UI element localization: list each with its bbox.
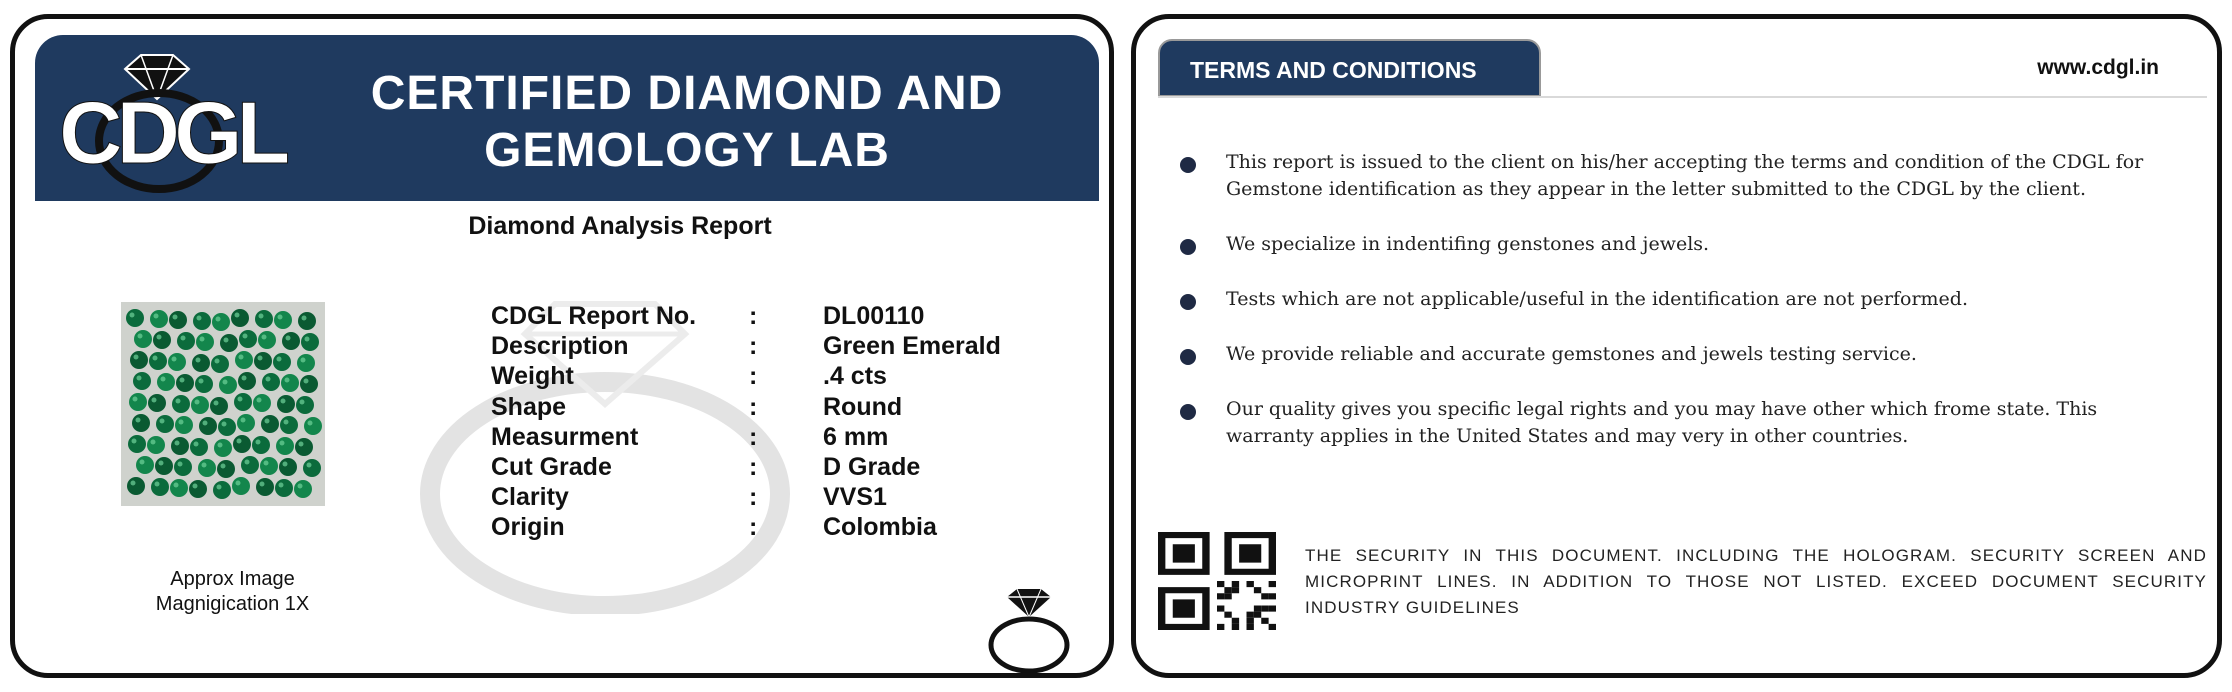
detail-label: Clarity: [491, 483, 569, 512]
emerald-stone: [126, 309, 144, 327]
emerald-highlight: [284, 420, 289, 425]
emerald-stone: [211, 355, 229, 373]
emerald-highlight: [301, 358, 306, 363]
detail-label: Weight: [491, 362, 574, 391]
qr-module: [1232, 587, 1239, 593]
emerald-stone: [279, 458, 297, 476]
emerald-highlight: [202, 463, 207, 468]
emerald-stone: [256, 478, 274, 496]
emerald-highlight: [161, 377, 166, 382]
emerald-stone: [169, 311, 187, 329]
qr-module: [1269, 581, 1276, 587]
emerald-highlight: [215, 359, 220, 364]
emerald-highlight: [217, 485, 222, 490]
report-header: [35, 35, 1099, 201]
emerald-stone: [134, 330, 152, 348]
emerald-stone: [258, 331, 276, 349]
terms-item-text: Tests which are not applicable/useful in the identification are not performed.: [1226, 288, 1968, 310]
emerald-highlight: [260, 482, 265, 487]
emerald-stone: [241, 456, 259, 474]
detail-separator: :: [749, 302, 758, 330]
emerald-stone: [235, 351, 253, 369]
emerald-highlight: [236, 481, 241, 486]
cdgl-logo: [55, 41, 295, 201]
emerald-stone: [153, 331, 171, 349]
emerald-stones-image: [121, 302, 325, 506]
emerald-highlight: [175, 441, 180, 446]
terms-item: [1180, 341, 2180, 368]
emerald-highlight: [286, 336, 291, 341]
emerald-highlight: [203, 421, 208, 426]
emerald-highlight: [245, 460, 250, 465]
detail-separator: :: [749, 483, 758, 512]
emerald-stone: [168, 353, 186, 371]
report-subtitle: Diamond Analysis Report: [468, 212, 772, 240]
emerald-stone: [297, 354, 315, 372]
emerald-highlight: [136, 418, 141, 423]
emerald-highlight: [194, 442, 199, 447]
emerald-highlight: [193, 484, 198, 489]
emerald-highlight: [264, 461, 269, 466]
qr-module: [1217, 624, 1224, 630]
emerald-stone: [219, 376, 237, 394]
emerald-highlight: [159, 461, 164, 466]
emerald-stone: [260, 457, 278, 475]
emerald-highlight: [152, 398, 157, 403]
qr-module: [1217, 606, 1224, 612]
emerald-stone: [238, 372, 256, 390]
emerald-stone: [177, 332, 195, 350]
emerald-highlight: [160, 419, 165, 424]
emerald-stone: [273, 353, 291, 371]
emerald-stone: [276, 437, 294, 455]
emerald-stone: [151, 478, 169, 496]
emerald-highlight: [223, 380, 228, 385]
emerald-stone: [220, 334, 238, 352]
report-card-front: [10, 14, 1114, 678]
emerald-stone: [254, 352, 272, 370]
emerald-highlight: [239, 355, 244, 360]
emerald-stone: [234, 393, 252, 411]
emerald-highlight: [285, 378, 290, 383]
caption-line-2: Magnigication 1X: [155, 593, 310, 615]
emerald-highlight: [157, 335, 162, 340]
detail-label: CDGL Report No.: [491, 302, 697, 330]
terms-tab-title: TERMS AND CONDITIONS: [1190, 57, 1477, 83]
terms-tab: [1158, 39, 1541, 97]
terms-item: [1180, 396, 2180, 450]
detail-label: Description: [491, 332, 629, 361]
emerald-stone: [171, 437, 189, 455]
emerald-stone: [296, 396, 314, 414]
emerald-stone: [274, 311, 292, 329]
qr-module: [1232, 624, 1239, 630]
emerald-stone: [213, 481, 231, 499]
diamond-ring-icon: [985, 587, 1073, 675]
qr-module: [1224, 612, 1231, 618]
emerald-highlight: [258, 356, 263, 361]
emerald-stone: [304, 417, 322, 435]
emerald-highlight: [243, 334, 248, 339]
qr-module: [1232, 618, 1239, 624]
qr-module: [1254, 612, 1261, 618]
emerald-highlight: [280, 441, 285, 446]
emerald-highlight: [199, 379, 204, 384]
emerald-highlight: [130, 313, 135, 318]
emerald-stone: [190, 438, 208, 456]
emerald-highlight: [300, 400, 305, 405]
qr-module: [1224, 587, 1231, 593]
emerald-highlight: [299, 442, 304, 447]
emerald-highlight: [305, 337, 310, 342]
emerald-highlight: [181, 336, 186, 341]
emerald-stone: [199, 417, 217, 435]
emerald-highlight: [132, 439, 137, 444]
emerald-highlight: [134, 355, 139, 360]
detail-value: 6 mm: [823, 422, 889, 451]
emerald-stone: [149, 352, 167, 370]
emerald-highlight: [140, 460, 145, 465]
emerald-stone: [262, 373, 280, 391]
detail-value: D Grade: [823, 452, 921, 481]
emerald-highlight: [307, 463, 312, 468]
emerald-stone: [195, 375, 213, 393]
emerald-highlight: [151, 440, 156, 445]
detail-value: .4 cts: [823, 362, 887, 391]
emerald-stone: [193, 312, 211, 330]
detail-label: Shape: [491, 392, 567, 421]
qr-module: [1269, 593, 1276, 599]
qr-module: [1261, 593, 1268, 599]
emerald-highlight: [241, 418, 246, 423]
emerald-stone: [198, 459, 216, 477]
qr-module: [1247, 624, 1254, 630]
emerald-stone: [303, 459, 321, 477]
emerald-highlight: [172, 357, 177, 362]
website-url[interactable]: www.cdgl.in: [2037, 56, 2159, 79]
emerald-highlight: [222, 422, 227, 427]
qr-module: [1269, 606, 1276, 612]
detail-value: DL00110: [823, 302, 925, 330]
emerald-highlight: [195, 400, 200, 405]
emerald-highlight: [278, 315, 283, 320]
emerald-stone: [233, 435, 251, 453]
detail-label: Measurment: [491, 422, 639, 451]
terms-item: [1180, 286, 2180, 313]
emerald-stone: [176, 374, 194, 392]
detail-separator: :: [749, 332, 758, 361]
detail-value: VVS1: [823, 483, 887, 512]
emerald-stone: [148, 394, 166, 412]
emerald-stone: [253, 394, 271, 412]
emerald-stone: [232, 477, 250, 495]
emerald-highlight: [221, 464, 226, 469]
emerald-highlight: [304, 379, 309, 384]
bullet-icon: [1180, 239, 1196, 255]
bullet-icon: [1180, 404, 1196, 420]
detail-separator: :: [749, 422, 758, 451]
terms-list: [1180, 149, 2180, 450]
emerald-stone: [191, 396, 209, 414]
emerald-highlight: [277, 357, 282, 362]
emerald-highlight: [298, 484, 303, 489]
emerald-stone: [133, 372, 151, 390]
caption-line-1: Approx Image: [170, 568, 295, 590]
emerald-stone: [295, 438, 313, 456]
emerald-gemstones-photo: [121, 302, 325, 506]
emerald-highlight: [180, 378, 185, 383]
detail-separator: :: [749, 362, 758, 391]
emerald-stone: [156, 415, 174, 433]
qr-module: [1247, 618, 1254, 624]
qr-module: [1217, 593, 1224, 599]
detail-label: Origin: [491, 513, 565, 542]
emerald-highlight: [133, 397, 138, 402]
emerald-stone: [192, 354, 210, 372]
emerald-stone: [298, 312, 316, 330]
emerald-highlight: [266, 377, 271, 382]
emerald-stone: [217, 460, 235, 478]
emerald-stone: [175, 416, 193, 434]
emerald-stone: [210, 397, 228, 415]
detail-value: Green Emerald: [823, 332, 1001, 361]
emerald-highlight: [174, 483, 179, 488]
emerald-stone: [300, 375, 318, 393]
terms-item: [1180, 231, 2180, 258]
emerald-stone: [239, 330, 257, 348]
emerald-stone: [282, 332, 300, 350]
terms-item: [1180, 149, 2180, 203]
emerald-highlight: [197, 316, 202, 321]
lab-title: CERTIFIED DIAMOND AND GEMOLOGY LAB: [370, 67, 1004, 177]
emerald-highlight: [283, 462, 288, 467]
image-caption: [105, 567, 360, 617]
emerald-stone: [218, 418, 236, 436]
emerald-highlight: [214, 401, 219, 406]
emerald-stone: [172, 395, 190, 413]
emerald-stone: [157, 373, 175, 391]
qr-module: [1269, 624, 1276, 630]
qr-module: [1254, 606, 1261, 612]
qr-module: [1239, 544, 1261, 562]
emerald-stone: [281, 374, 299, 392]
emerald-highlight: [137, 376, 142, 381]
emerald-highlight: [200, 337, 205, 342]
bullet-icon: [1180, 294, 1196, 310]
emerald-stone: [280, 416, 298, 434]
emerald-highlight: [216, 317, 221, 322]
emerald-highlight: [237, 439, 242, 444]
emerald-highlight: [265, 419, 270, 424]
emerald-stone: [147, 436, 165, 454]
qr-module: [1261, 606, 1268, 612]
emerald-highlight: [138, 334, 143, 339]
emerald-stone: [127, 477, 145, 495]
emerald-highlight: [256, 440, 261, 445]
terms-item-text: We specialize in indentifing genstones and jewels.: [1226, 233, 1710, 255]
emerald-stone: [214, 439, 232, 457]
qr-module: [1232, 581, 1239, 587]
emerald-stone: [130, 351, 148, 369]
emerald-highlight: [302, 316, 307, 321]
emerald-stone: [128, 435, 146, 453]
terms-item-text: We provide reliable and accurate gemstones and jewels testing service.: [1226, 343, 1917, 365]
detail-separator: :: [749, 452, 758, 481]
emerald-highlight: [281, 399, 286, 404]
qr-module: [1247, 612, 1254, 618]
emerald-stone: [301, 333, 319, 351]
emerald-highlight: [238, 397, 243, 402]
qr-module: [1224, 593, 1231, 599]
qr-module: [1173, 599, 1195, 617]
emerald-stone: [196, 333, 214, 351]
terms-item-text: Our quality gives you specific legal rights and you may have other which frome state. This warranty applies in the United States and may very in other countries.: [1226, 398, 2098, 447]
header-divider: [1158, 96, 2207, 98]
emerald-highlight: [218, 443, 223, 448]
detail-label: Cut Grade: [491, 452, 612, 481]
qr-module: [1217, 581, 1224, 587]
emerald-stone: [275, 479, 293, 497]
emerald-stone: [231, 309, 249, 327]
qr-code-icon: [1158, 532, 1276, 630]
emerald-highlight: [173, 315, 178, 320]
emerald-stone: [150, 310, 168, 328]
emerald-highlight: [154, 314, 159, 319]
emerald-highlight: [178, 462, 183, 467]
svg-text:CDGL: CDGL: [59, 83, 285, 182]
detail-value: Round: [823, 392, 903, 421]
emerald-stone: [170, 479, 188, 497]
emerald-stone: [189, 480, 207, 498]
emerald-stone: [129, 393, 147, 411]
emerald-stone: [212, 313, 230, 331]
qr-module: [1254, 587, 1261, 593]
report-card-back: [1131, 14, 2222, 678]
emerald-highlight: [235, 313, 240, 318]
qr-module: [1261, 618, 1268, 624]
detail-value: Colombia: [823, 513, 937, 542]
emerald-highlight: [308, 421, 313, 426]
emerald-highlight: [155, 482, 160, 487]
emerald-stone: [277, 395, 295, 413]
emerald-highlight: [259, 314, 264, 319]
bullet-icon: [1180, 349, 1196, 365]
detail-separator: :: [749, 392, 758, 421]
emerald-highlight: [153, 356, 158, 361]
emerald-stone: [261, 415, 279, 433]
detail-separator: :: [749, 513, 758, 542]
bullet-icon: [1180, 157, 1196, 173]
terms-item-text: This report is issued to the client on his/her accepting the terms and condition of the CDGL for Gemstone identification as they appear in the letter submitted to the CDGL by the client.: [1226, 151, 2144, 200]
emerald-stone: [237, 414, 255, 432]
emerald-highlight: [262, 335, 267, 340]
emerald-stone: [132, 414, 150, 432]
emerald-highlight: [242, 376, 247, 381]
emerald-stone: [255, 310, 273, 328]
emerald-stone: [174, 458, 192, 476]
emerald-stone: [294, 480, 312, 498]
emerald-highlight: [179, 420, 184, 425]
emerald-stone: [155, 457, 173, 475]
emerald-stone: [252, 436, 270, 454]
security-notice: THE SECURITY IN THIS DOCUMENT. INCLUDING THE HOLOGRAM. SECURITY SCREEN AND MICROPRINT LINES. IN ADDITION TO THOSE NOT LISTED. EXCEED DOCUMENT SECURITY INDUSTRY GUIDELINES: [1305, 546, 2207, 617]
emerald-highlight: [257, 398, 262, 403]
emerald-highlight: [279, 483, 284, 488]
emerald-highlight: [224, 338, 229, 343]
emerald-stone: [136, 456, 154, 474]
emerald-highlight: [131, 481, 136, 486]
qr-module: [1247, 581, 1254, 587]
emerald-highlight: [196, 358, 201, 363]
emerald-highlight: [176, 399, 181, 404]
qr-module: [1173, 544, 1195, 562]
